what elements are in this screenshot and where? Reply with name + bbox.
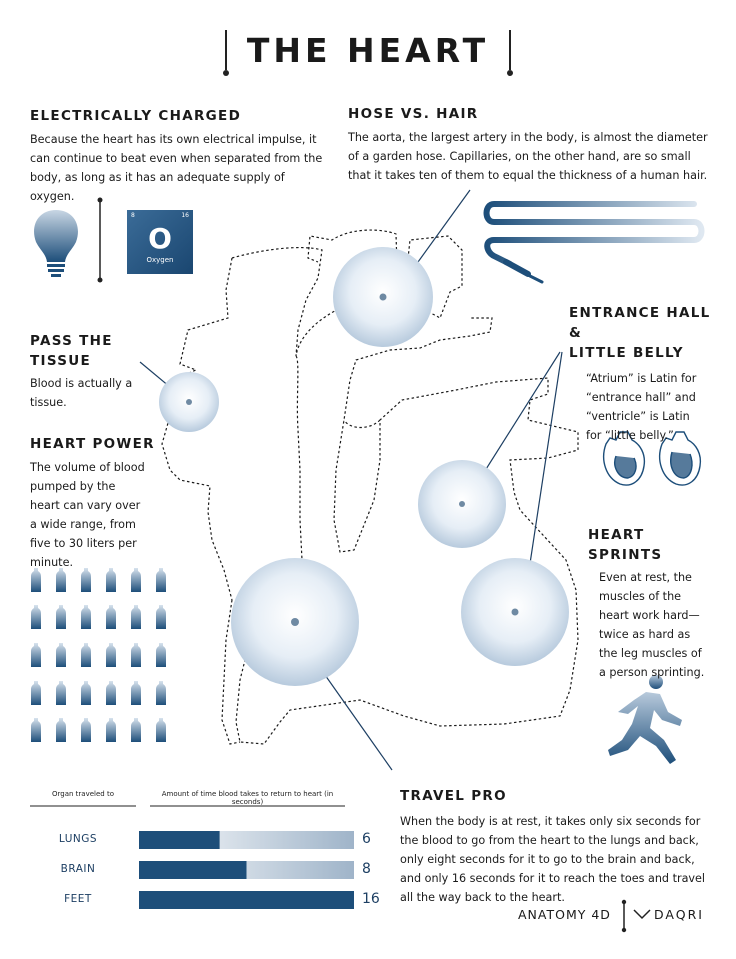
water-bottle-4-5 bbox=[156, 718, 166, 742]
sprints-heading: HEART SPRINTS bbox=[588, 527, 663, 563]
water-bottle-4-2 bbox=[81, 718, 91, 742]
water-bottle-4-0 bbox=[31, 718, 41, 742]
oxygen-symbol: O bbox=[148, 222, 172, 255]
category-label-brain: BRAIN bbox=[60, 863, 96, 875]
oxygen-tile-text bbox=[127, 210, 193, 274]
water-bottle-3-1 bbox=[56, 681, 66, 705]
category-label-lungs: LUNGS bbox=[58, 833, 98, 845]
water-bottle-4-3 bbox=[106, 718, 116, 742]
travel-body: When the body is at rest, it takes only six seconds for the blood to go from the heart to the lungs and back, only eight seconds for it to go to the brain and back, and only 16 seconds for it to reach the toes and travel all the way back to the heart. bbox=[400, 815, 706, 904]
water-bottle-3-0 bbox=[31, 681, 41, 705]
water-bottle-1-4 bbox=[131, 605, 141, 629]
water-bottle-2-0 bbox=[31, 643, 41, 667]
tissue-body: Blood is actually a tissue. bbox=[30, 377, 133, 409]
value-label-feet: 16 bbox=[362, 891, 380, 907]
section-hose bbox=[348, 104, 708, 185]
atrium-heading-2: LITTLE BELLY bbox=[569, 345, 684, 361]
section-tissue bbox=[30, 331, 170, 412]
water-bottle-3-5 bbox=[156, 681, 166, 705]
bar-feet bbox=[139, 891, 354, 909]
bar-lungs bbox=[139, 831, 220, 849]
daqri-logo-icon bbox=[634, 910, 650, 918]
hose-icon bbox=[487, 204, 702, 282]
water-bottle-2-1 bbox=[56, 643, 66, 667]
atrium-heading-1: ENTRANCE HALL & bbox=[569, 305, 711, 341]
water-bottle-3-3 bbox=[106, 681, 116, 705]
water-bottle-2-3 bbox=[106, 643, 116, 667]
water-bottle-4-1 bbox=[56, 718, 66, 742]
water-bottle-1-0 bbox=[31, 605, 41, 629]
chart-col-time: Amount of time blood takes to return to heart (in seconds) bbox=[161, 790, 334, 806]
brand-daqri: DAQRI bbox=[654, 907, 704, 922]
water-bottle-1-5 bbox=[156, 605, 166, 629]
category-label-feet: FEET bbox=[64, 893, 92, 905]
electric-heading: ELECTRICALLY CHARGED bbox=[30, 108, 242, 124]
section-atrium bbox=[569, 303, 719, 445]
water-bottle-2-4 bbox=[131, 643, 141, 667]
water-bottle-2-5 bbox=[156, 643, 166, 667]
bar-brain bbox=[139, 861, 247, 879]
hose-heading: HOSE VS. HAIR bbox=[348, 106, 479, 122]
value-label-lungs: 6 bbox=[362, 831, 371, 847]
bulb-icon bbox=[34, 210, 78, 277]
water-bottle-1-3 bbox=[106, 605, 116, 629]
water-bottle-1-2 bbox=[81, 605, 91, 629]
electric-body: Because the heart has its own electrical impulse, it can continue to beat even when separated from the body, as long as it has an adequate supply of oxygen. bbox=[30, 133, 323, 203]
section-travel bbox=[400, 786, 712, 907]
oxygen-number: 8 bbox=[131, 212, 135, 219]
value-label-brain: 8 bbox=[362, 861, 371, 877]
hose-body: The aorta, the largest artery in the body, is almost the diameter of a garden hose. Capillaries, on the other hand, are so small that it takes ten of them to equal the thickness of a human hair. bbox=[348, 131, 708, 182]
power-heading: HEART POWER bbox=[30, 436, 155, 452]
chart-col-organ: Organ traveled to bbox=[52, 790, 114, 798]
section-power bbox=[30, 434, 180, 572]
section-electric bbox=[30, 106, 330, 206]
water-bottle-3-4 bbox=[131, 681, 141, 705]
oxygen-mass: 16 bbox=[181, 212, 189, 219]
page-title-text: THE HEART bbox=[246, 31, 490, 70]
travel-heading: TRAVEL PRO bbox=[400, 788, 507, 804]
section-sprints bbox=[588, 525, 718, 682]
water-bottle-4-4 bbox=[131, 718, 141, 742]
runner-icon bbox=[608, 675, 682, 764]
oxygen-name: Oxygen bbox=[146, 256, 174, 264]
water-bottle-3-2 bbox=[81, 681, 91, 705]
water-bottles bbox=[31, 568, 166, 742]
tissue-heading: PASS THE TISSUE bbox=[30, 333, 113, 369]
sprints-body: Even at rest, the muscles of the heart work hard—twice as hard as the leg muscles of a person sprinting. bbox=[599, 571, 705, 679]
heart-bubbles bbox=[159, 247, 569, 686]
power-body: The volume of blood pumped by the heart can vary over a wide range, from five to 30 liters per minute. bbox=[30, 461, 145, 569]
water-bottle-1-1 bbox=[56, 605, 66, 629]
water-bottle-2-2 bbox=[81, 643, 91, 667]
brand-anatomy4d: ANATOMY 4D bbox=[518, 907, 611, 922]
atrium-body: “Atrium” is Latin for “entrance hall” and “ventricle” is Latin for “little belly.” bbox=[586, 372, 697, 442]
